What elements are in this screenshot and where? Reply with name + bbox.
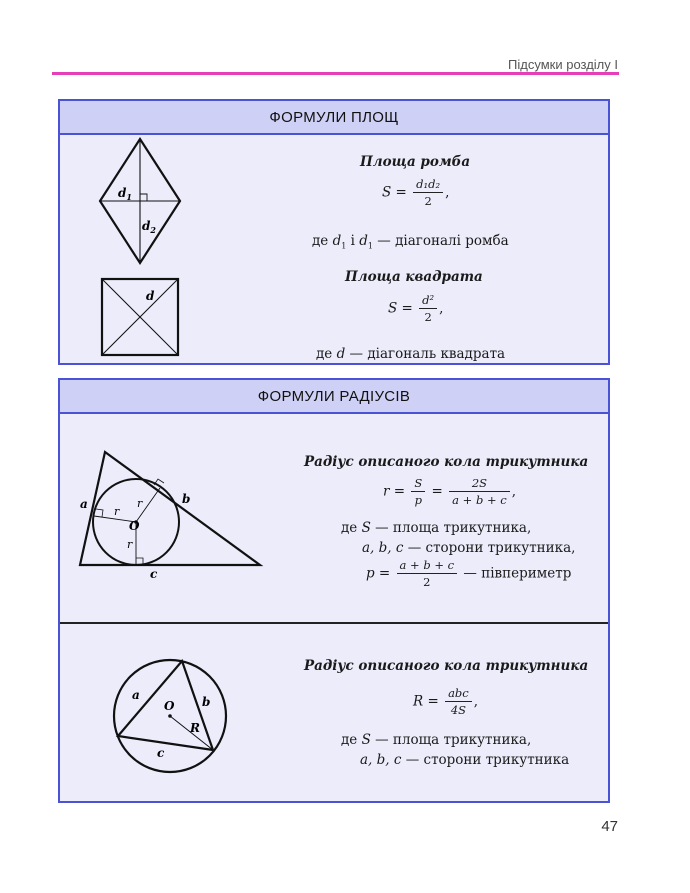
formula-lhs: S = — [382, 184, 407, 201]
inscribed-note-1: де S — площа трикутника, — [341, 520, 532, 536]
label-o: O — [129, 519, 140, 533]
fraction-2: $\frac{2S}{a + b + c}$ — [449, 476, 510, 508]
label-r-1: r — [114, 505, 120, 518]
fraction: $\frac{\text{abc}}{4S}$ — [445, 686, 472, 718]
label-c: c — [157, 746, 165, 760]
fraction-denominator: 2 — [424, 194, 432, 208]
label-r: R — [190, 721, 200, 735]
label-d2: $d_2$ — [142, 219, 156, 235]
square-formula-title: Площа квадрата — [345, 269, 483, 285]
formula-lhs: S = — [388, 300, 413, 317]
label-r-2: r — [137, 497, 143, 510]
rhombus-formula-title: Площа ромба — [360, 154, 471, 170]
formula-lhs: R = — [413, 693, 439, 710]
inscribed-note-2: a, b, c — сторони трикутника, — [362, 540, 576, 556]
circumscribed-note-2: a, b, c — сторони трикутника — [360, 752, 570, 768]
rhombus-formula — [382, 177, 449, 209]
square-note: де d — діагональ квадрата — [316, 346, 506, 362]
circumscribed-note-1: де S — площа трикутника, — [341, 732, 532, 748]
fraction: $\frac{a + b + c}{2}$ — [397, 558, 458, 590]
right-angle-mark-a — [96, 509, 103, 517]
semiperimeter-formula: p = $\frac{a + b + c}{2}$ — півпериметр — [366, 558, 572, 589]
square-formula — [388, 293, 443, 325]
header-rule — [52, 72, 619, 75]
label-d1: $d_1$ — [118, 186, 132, 202]
radius-box-title: ФОРМУЛИ РАДІУСІВ — [60, 380, 608, 414]
rhombus-figure — [98, 137, 182, 265]
formula-lhs: r = — [383, 483, 406, 500]
circumscribed-formula: R = $\frac{\text{abc}}{4S}$ , — [413, 686, 479, 717]
fraction-numerator: d₁d₂ — [413, 177, 443, 193]
label-a: a — [80, 497, 88, 511]
fraction — [413, 177, 443, 209]
label-o: O — [164, 699, 175, 713]
rhombus-note: де $d_1$ і $d_1$ — діагоналі ромба — [312, 233, 509, 251]
label-r-3: r — [127, 538, 133, 551]
area-box-title: ФОРМУЛИ ПЛОЩ — [60, 101, 608, 135]
label-d: d — [146, 289, 155, 303]
label-c: c — [150, 567, 158, 581]
circumscribed-formula-title: Радіус описаного кола трикутника — [304, 658, 589, 674]
radius-formulas-box — [58, 378, 610, 803]
square-figure — [100, 277, 180, 357]
page-number: 47 — [601, 818, 618, 835]
area-formulas-box — [58, 99, 610, 365]
formula-tail: , — [439, 300, 444, 317]
right-angle-mark — [140, 194, 147, 201]
fraction-denominator: 2 — [424, 310, 432, 324]
inscribed-formula-title: Радіус описаного кола трикутника — [304, 454, 589, 470]
label-b: b — [182, 492, 191, 506]
formula-tail: , — [445, 184, 450, 201]
running-head: Підсумки розділу І — [508, 57, 618, 72]
label-b: b — [202, 695, 211, 709]
fraction-numerator: d² — [419, 293, 437, 309]
fraction — [419, 293, 437, 325]
inscribed-formula: r = $\frac{S}{p}$ = $\frac{2S}{a + b + c}$ , — [383, 476, 517, 507]
section-divider — [60, 622, 608, 624]
label-a: a — [132, 688, 140, 702]
fraction-1: $\frac{S}{p}$ — [411, 476, 425, 508]
circumscribed-circle-figure — [110, 656, 230, 776]
inscribed-circle-figure — [72, 448, 267, 581]
